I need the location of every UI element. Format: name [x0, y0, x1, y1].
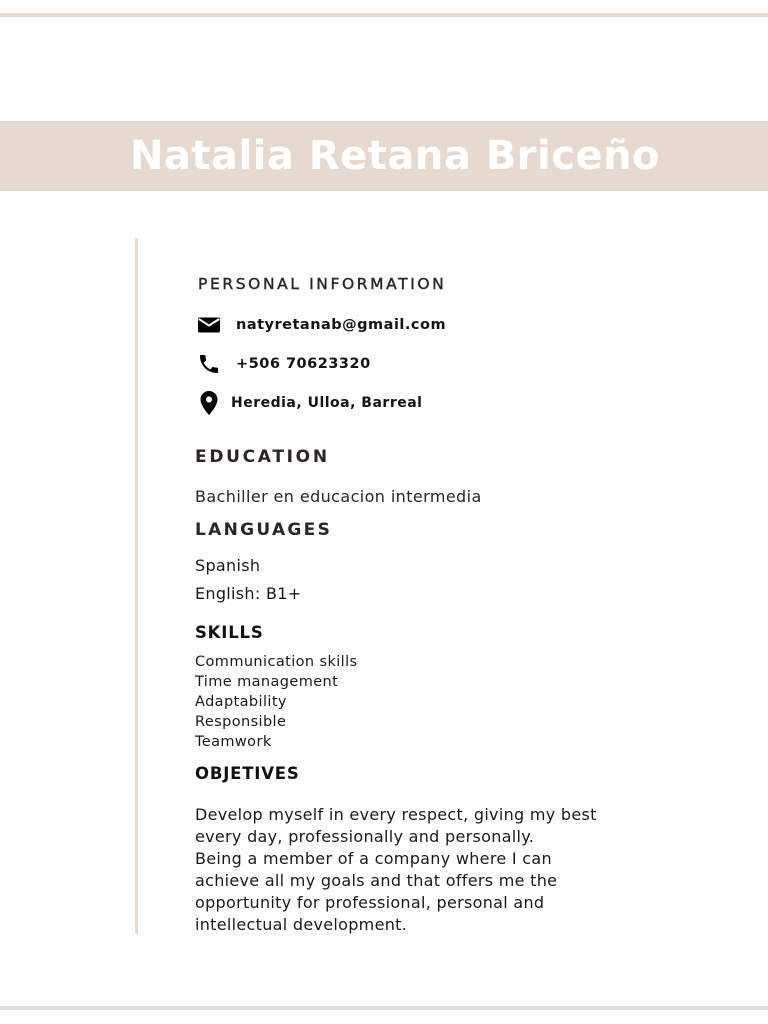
envelope-icon: [196, 312, 222, 338]
contact-email-row: [196, 312, 446, 338]
skill-item: Adaptability: [195, 694, 287, 710]
objectives-line: achieve all my goals and that offers me the: [195, 871, 558, 890]
resume-name: Natalia Retana Briceño: [129, 133, 661, 179]
languages-list: [195, 556, 301, 612]
vertical-accent-line: [135, 238, 138, 934]
email-text: natyretanab@gmail.com: [236, 317, 447, 333]
location-pin-icon: [196, 390, 222, 416]
skills-list: [195, 652, 358, 752]
skill-item: Responsible: [195, 714, 287, 730]
contact-phone-row: [196, 351, 371, 377]
education-item: Bachiller en educacion intermedia: [195, 487, 482, 506]
top-divider: [0, 13, 768, 17]
personal-information-heading: PERSONAL INFORMATION: [198, 275, 447, 293]
skill-item: Communication skills: [195, 654, 358, 670]
languages-heading: LANGUAGES: [195, 520, 333, 540]
skills-heading: SKILLS: [195, 623, 264, 642]
phone-text: +506 70623320: [236, 356, 371, 372]
bottom-divider: [0, 1006, 768, 1010]
objectives-paragraph: [195, 804, 665, 936]
objectives-line: Being a member of a company where I can: [195, 849, 552, 868]
phone-icon: [196, 351, 222, 377]
objectives-line: Develop myself in every respect, giving my best: [195, 805, 597, 824]
language-item: Spanish: [195, 556, 261, 575]
objectives-line: intellectual development.: [195, 915, 408, 934]
education-heading: EDUCATION: [195, 447, 330, 467]
contact-location-row: [196, 390, 422, 416]
objectives-line: every day, professionally and personally.: [195, 827, 535, 846]
location-text: Heredia, Ulloa, Barreal: [231, 395, 423, 411]
objectives-heading: OBJETIVES: [195, 764, 300, 783]
skill-item: Teamwork: [195, 734, 272, 750]
objectives-line: opportunity for professional, personal and: [195, 893, 545, 912]
skill-item: Time management: [195, 674, 339, 690]
language-item: English: B1+: [195, 584, 302, 603]
